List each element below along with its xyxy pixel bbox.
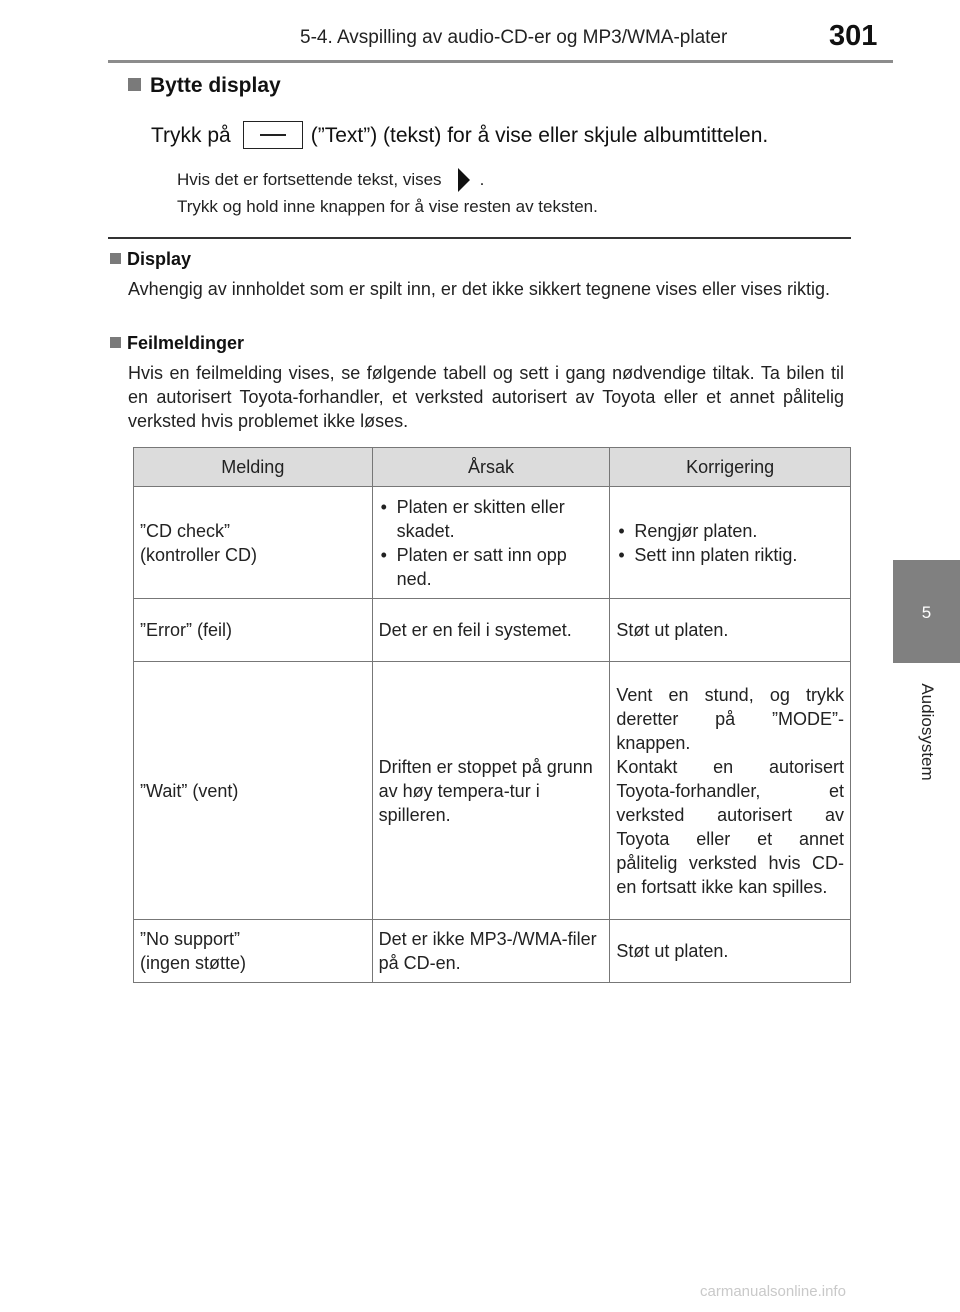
note-hold-button: Trykk og hold inne knappen for å vise resten av teksten. [177, 197, 598, 216]
chapter-label: Audiosystem [918, 683, 937, 781]
message-line: (kontroller CD) [140, 544, 258, 565]
cell-cause: Det er ikke MP3-/WMA-filer på CD-en. [372, 920, 610, 983]
section-divider [108, 237, 851, 239]
table-row [134, 599, 851, 662]
table-row [134, 920, 851, 983]
fix-paragraph: Vent en stund, og trykk deretter på ”MODE”-knappen. [616, 684, 844, 753]
instruction [151, 121, 768, 149]
table-row [134, 662, 851, 920]
text-button-icon [243, 121, 303, 149]
error-text: Hvis en feilmelding vises, se følgende tabell og sett i gang nødvendige tiltak. Ta bilen til en autorisert Toyota-forhandler, et verksted autorisert av Toyota eller et annet pålitelig verksted hvis problemet ikke løses. [128, 363, 844, 431]
cell-cause: Det er en feil i systemet. [372, 599, 610, 662]
display-text: Avhengig av innholdet som er spilt inn, er det ikke sikkert tegnene vises eller vises riktig. [128, 279, 831, 299]
watermark: carmanualsonline.info [700, 1283, 846, 1300]
square-bullet-icon [110, 337, 121, 348]
cell-fix: Støt ut platen. [610, 599, 851, 662]
cell-message: ”Wait” (vent) [134, 662, 373, 920]
note-1-suffix: . [479, 170, 485, 189]
header-fix: Korrigering [610, 448, 851, 487]
header-section-title: 5-4. Avspilling av audio-CD-er og MP3/WMA-plater [300, 27, 728, 48]
note-1-prefix: Hvis det er fortsettende tekst, vises [177, 170, 442, 189]
cell-cause: Driften er stoppet på grunn av høy tempera-tur i spilleren. [372, 662, 610, 920]
list-item: • Platen er satt inn opp ned. [379, 543, 604, 591]
continue-arrow-icon [458, 168, 470, 192]
error-heading [110, 333, 244, 354]
display-heading-text: Display [127, 249, 192, 269]
header-rule [108, 60, 893, 63]
header-message: Melding [134, 448, 373, 487]
cell-message: ”Error” (feil) [134, 599, 373, 662]
chapter-tab [893, 560, 960, 663]
message-line: (ingen støtte) [140, 953, 247, 973]
instruction-prefix: Trykk på [151, 124, 231, 147]
section-heading-text: Bytte display [150, 74, 281, 97]
list-item: • Platen er skitten eller skadet. [379, 495, 604, 543]
cell-fix [610, 487, 851, 599]
header-cause: Årsak [372, 448, 610, 487]
list-item: • Rengjør platen. [616, 519, 844, 543]
table-row [134, 487, 851, 599]
cell-fix [610, 662, 851, 920]
note-continuing-text [177, 168, 484, 192]
page-number: 301 [829, 20, 878, 52]
square-bullet-icon [128, 78, 141, 91]
message-line: ”No support” [140, 929, 241, 949]
error-table [133, 447, 851, 983]
message-line: ”CD check” [140, 520, 231, 541]
cell-message [134, 920, 373, 983]
instruction-suffix: (”Text”) (tekst) for å vise eller skjule albumtittelen. [310, 124, 769, 147]
square-bullet-icon [110, 253, 121, 264]
table-header-row [134, 448, 851, 487]
chapter-number: 5 [921, 603, 932, 622]
list-item: • Sett inn platen riktig. [616, 543, 844, 567]
cell-message [134, 487, 373, 599]
display-heading [110, 249, 191, 270]
cell-fix: Støt ut platen. [610, 920, 851, 983]
section-heading [128, 74, 281, 98]
fix-paragraph: Kontakt en autorisert Toyota-forhandler, et verksted autorisert av Toyota eller et annet pålitelig verksted hvis CD-en fortsatt ikke kan spilles. [616, 756, 844, 897]
error-heading-text: Feilmeldinger [127, 333, 245, 353]
cell-cause [372, 487, 610, 599]
